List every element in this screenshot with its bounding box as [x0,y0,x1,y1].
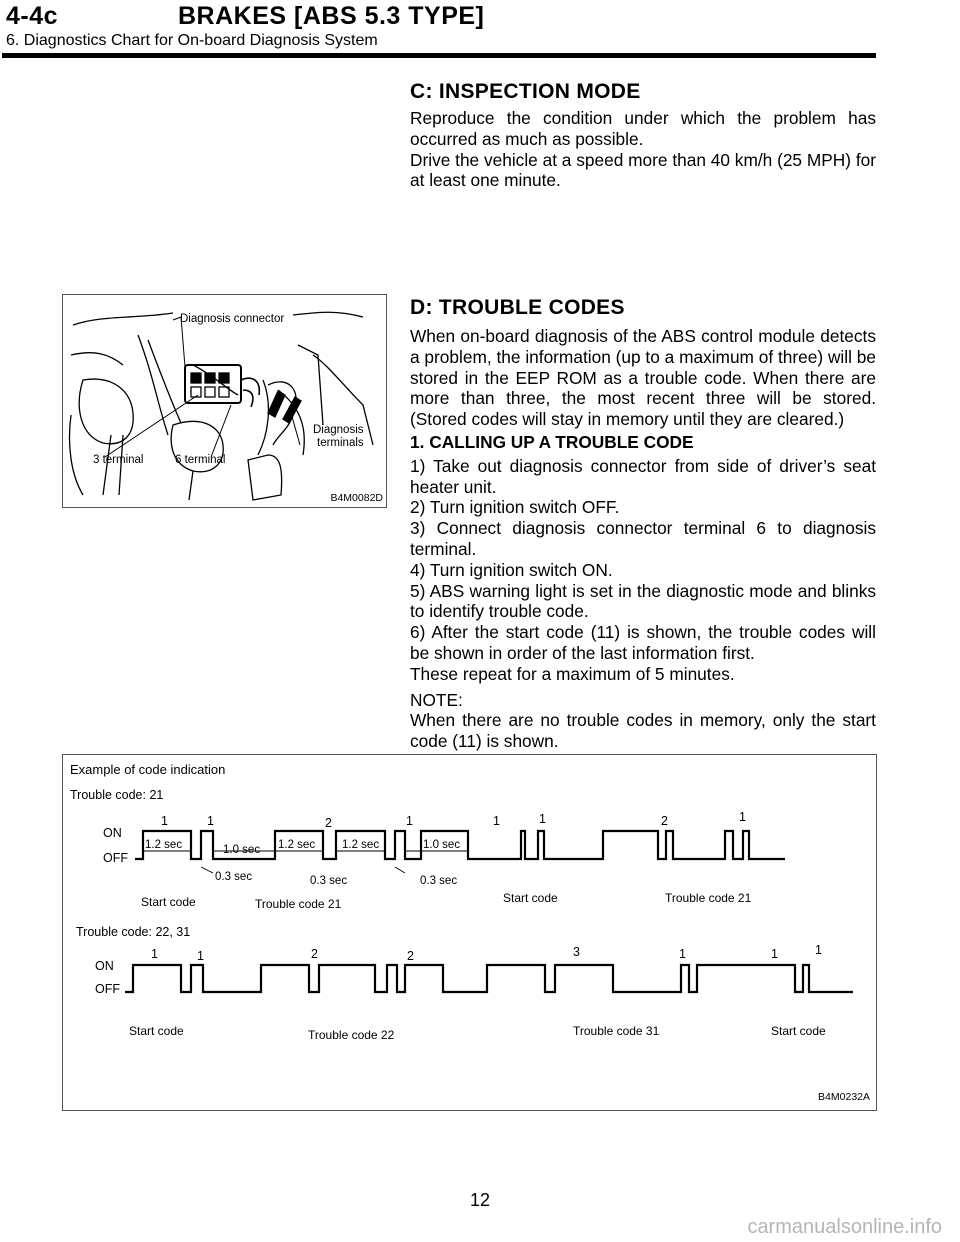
row1-digit: 1 [493,814,500,828]
paragraph: Reproduce the condition under which the problem has occurred as much as possible. [410,108,876,149]
row2-digit: 1 [197,949,204,963]
note-text: When there are no trouble codes in memory, only the start code (11) is shown. [410,710,876,752]
row1-timing: 1.2 sec [342,839,380,851]
row2-caption: Start code [771,1024,826,1038]
row1-timing: 1.0 sec [423,839,461,851]
section-c-heading: C: INSPECTION MODE [410,80,641,103]
row1-gap: 0.3 sec [215,871,253,883]
step: 2) Turn ignition switch OFF. [410,497,620,518]
row1-gap: 0.3 sec [420,875,458,887]
step: 5) ABS warning light is set in the diagnostic mode and blinks to identify trouble code. [410,580,876,622]
row1-digit: 2 [325,816,332,830]
step: 6) After the start code (11) is shown, the trouble codes will be shown in order of the last information first. [410,622,876,663]
step: 4) Turn ignition switch ON. [410,559,613,580]
row2-signal [125,965,853,992]
row1-digit: 1 [406,814,413,828]
label-3-terminal: 3 terminal [93,454,144,466]
row1-caption: Start code [503,891,558,905]
step: 3) Connect diagnosis connector terminal 6 to diagnosis terminal. [410,518,876,559]
code-indication-figure [62,754,877,1111]
figure-code: B4M0232A [818,1091,870,1103]
page-title: BRAKES [ABS 5.3 TYPE] [178,2,485,30]
note-label: NOTE: [410,689,463,710]
label-6-terminal: 6 terminal [175,454,226,466]
row2-label: Trouble code: 22, 31 [76,925,191,939]
subheading: 1. CALLING UP A TROUBLE CODE [410,431,694,452]
row2-digit: 1 [771,947,778,961]
paragraph: Drive the vehicle at a speed more than 40 km/h (25 MPH) for at least one minute. [410,149,876,191]
row2-off-label: OFF [95,982,120,996]
page-number: 12 [469,1190,491,1210]
page-subtitle: 6. Diagnostics Chart for On-board Diagnosis System [6,32,378,49]
section-d-body [410,326,876,752]
figure-code: B4M0082D [330,492,383,504]
diagnosis-connector-figure [62,294,387,508]
label-diagnosis-connector: Diagnosis connector [180,313,285,325]
code-timing-diagram [63,755,876,1110]
row1-caption: Start code [141,895,196,909]
row2-caption: Trouble code 22 [308,1028,395,1042]
row1-digit: 1 [161,814,168,828]
row2-digit: 1 [679,947,686,961]
row1-label: Trouble code: 21 [70,788,164,802]
watermark: carmanualsonline.info [747,1216,942,1238]
row2-caption: Start code [129,1024,184,1038]
paragraph: These repeat for a maximum of 5 minutes. [410,663,735,684]
section-d-heading: D: TROUBLE CODES [410,296,625,319]
row2-digit: 3 [573,945,580,959]
label-diagnosis-terminals: Diagnosis [313,424,364,436]
row1-digit: 1 [739,810,746,824]
section-c-body [410,108,876,191]
connector-illustration [63,295,386,507]
row2-digit: 2 [311,947,318,961]
row2-on-label: ON [95,959,114,973]
row1-off-label: OFF [103,851,128,865]
row1-digit: 1 [539,812,546,826]
figure-title: Example of code indication [70,762,226,777]
row2-caption: Trouble code 31 [573,1024,660,1038]
row1-timing: 1.0 sec [223,844,261,856]
row1-timing: 1.2 sec [145,839,183,851]
step: 1) Take out diagnosis connector from side of driver’s seat heater unit. [410,455,876,497]
row1-digit: 1 [207,814,214,828]
row1-gap: 0.3 sec [310,875,348,887]
row1-caption: Trouble code 21 [255,897,342,911]
section-number: 4-4c [6,2,59,30]
paragraph: When on-board diagnosis of the ABS control module detects a problem, the information (up to a maximum of three) will be stored in the EEP ROM as a trouble code. When there are more than three, the most recent three will be stored. (Stored codes will stay in memory until they are cleared.) [410,326,876,430]
label-diagnosis-terminals-2: terminals [317,437,364,449]
row2-digit: 1 [815,943,822,957]
row1-timing: 1.2 sec [278,839,316,851]
row2-digit: 1 [151,947,158,961]
row1-digit: 2 [661,814,668,828]
row1-on-label: ON [103,826,122,840]
header-rule [2,53,876,58]
row1-caption: Trouble code 21 [665,891,752,905]
row2-digit: 2 [407,949,414,963]
